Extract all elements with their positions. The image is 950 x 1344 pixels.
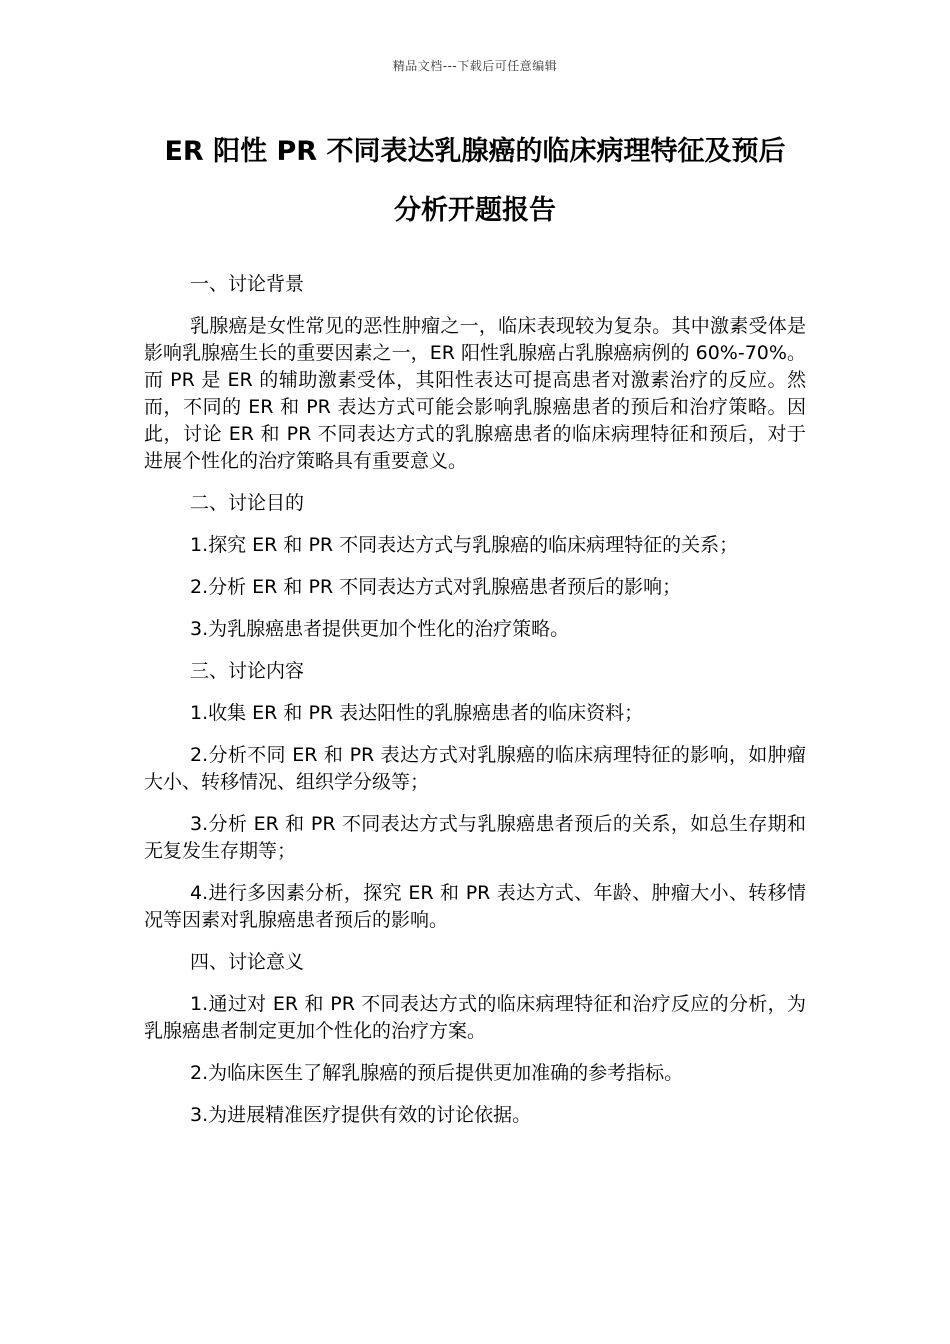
significance-item-2: 2.为临床医生了解乳腺癌的预后提供更加准确的参考指标。: [190, 1062, 684, 1084]
section-heading-purpose: 二、讨论目的: [190, 492, 305, 514]
section-heading-significance: 四、讨论意义: [190, 951, 305, 973]
document-title-line-2: 分析开题报告: [394, 195, 556, 226]
content-item-4: 4.进行多因素分析，探究 ER 和 PR 表达方式、年龄、肿瘤大小、转移情况等因素对乳腺癌患者预后的影响。: [144, 882, 806, 931]
significance-item-3: 3.为进展精准医疗提供有效的讨论依据。: [190, 1104, 532, 1126]
section-heading-content: 三、讨论内容: [190, 660, 305, 682]
significance-item-1: 1.通过对 ER 和 PR 不同表达方式的临床病理特征和治疗反应的分析，为乳腺癌患者制定更加个性化的治疗方案。: [144, 993, 806, 1042]
purpose-item-3: 3.为乳腺癌患者提供更加个性化的治疗策略。: [190, 618, 570, 640]
purpose-item-2: 2.分析 ER 和 PR 不同表达方式对乳腺癌患者预后的影响；: [190, 576, 682, 598]
document-body: [144, 271, 806, 1144]
section-heading-background: 一、讨论背景: [190, 273, 305, 295]
header-note: 精品文档---下载后可任意编辑: [392, 59, 558, 73]
document-title-line-1: ER 阳性 PR 不同表达乳腺癌的临床病理特征及预后: [164, 136, 786, 167]
content-item-1: 1.收集 ER 和 PR 表达阳性的乳腺癌患者的临床资料；: [190, 702, 644, 724]
background-paragraph: 乳腺癌是女性常见的恶性肿瘤之一，临床表现较为复杂。其中激素受体是影响乳腺癌生长的重要因素之一，ER 阳性乳腺癌占乳腺癌病例的 60%-70%。而 PR 是 ER 的辅助激素受体，其阳性表达可提高患者对激素治疗的反应。然而，不同的 ER 和 PR 表达方式可能会影响乳腺癌患者的预后和治疗策略。因此，讨论 ER 和 PR 不同表达方式的乳腺癌患者的临床病理特征和预后，对于进展个性化的治疗策略具有重要意义。: [144, 315, 806, 472]
purpose-item-1: 1.探究 ER 和 PR 不同表达方式与乳腺癌的临床病理特征的关系；: [190, 534, 739, 556]
content-item-2: 2.分析不同 ER 和 PR 表达方式对乳腺癌的临床病理特征的影响，如肿瘤大小、转移情况、组织学分级等；: [144, 744, 806, 793]
content-item-3: 3.分析 ER 和 PR 不同表达方式与乳腺癌患者预后的关系，如总生存期和无复发生存期等；: [144, 813, 806, 862]
